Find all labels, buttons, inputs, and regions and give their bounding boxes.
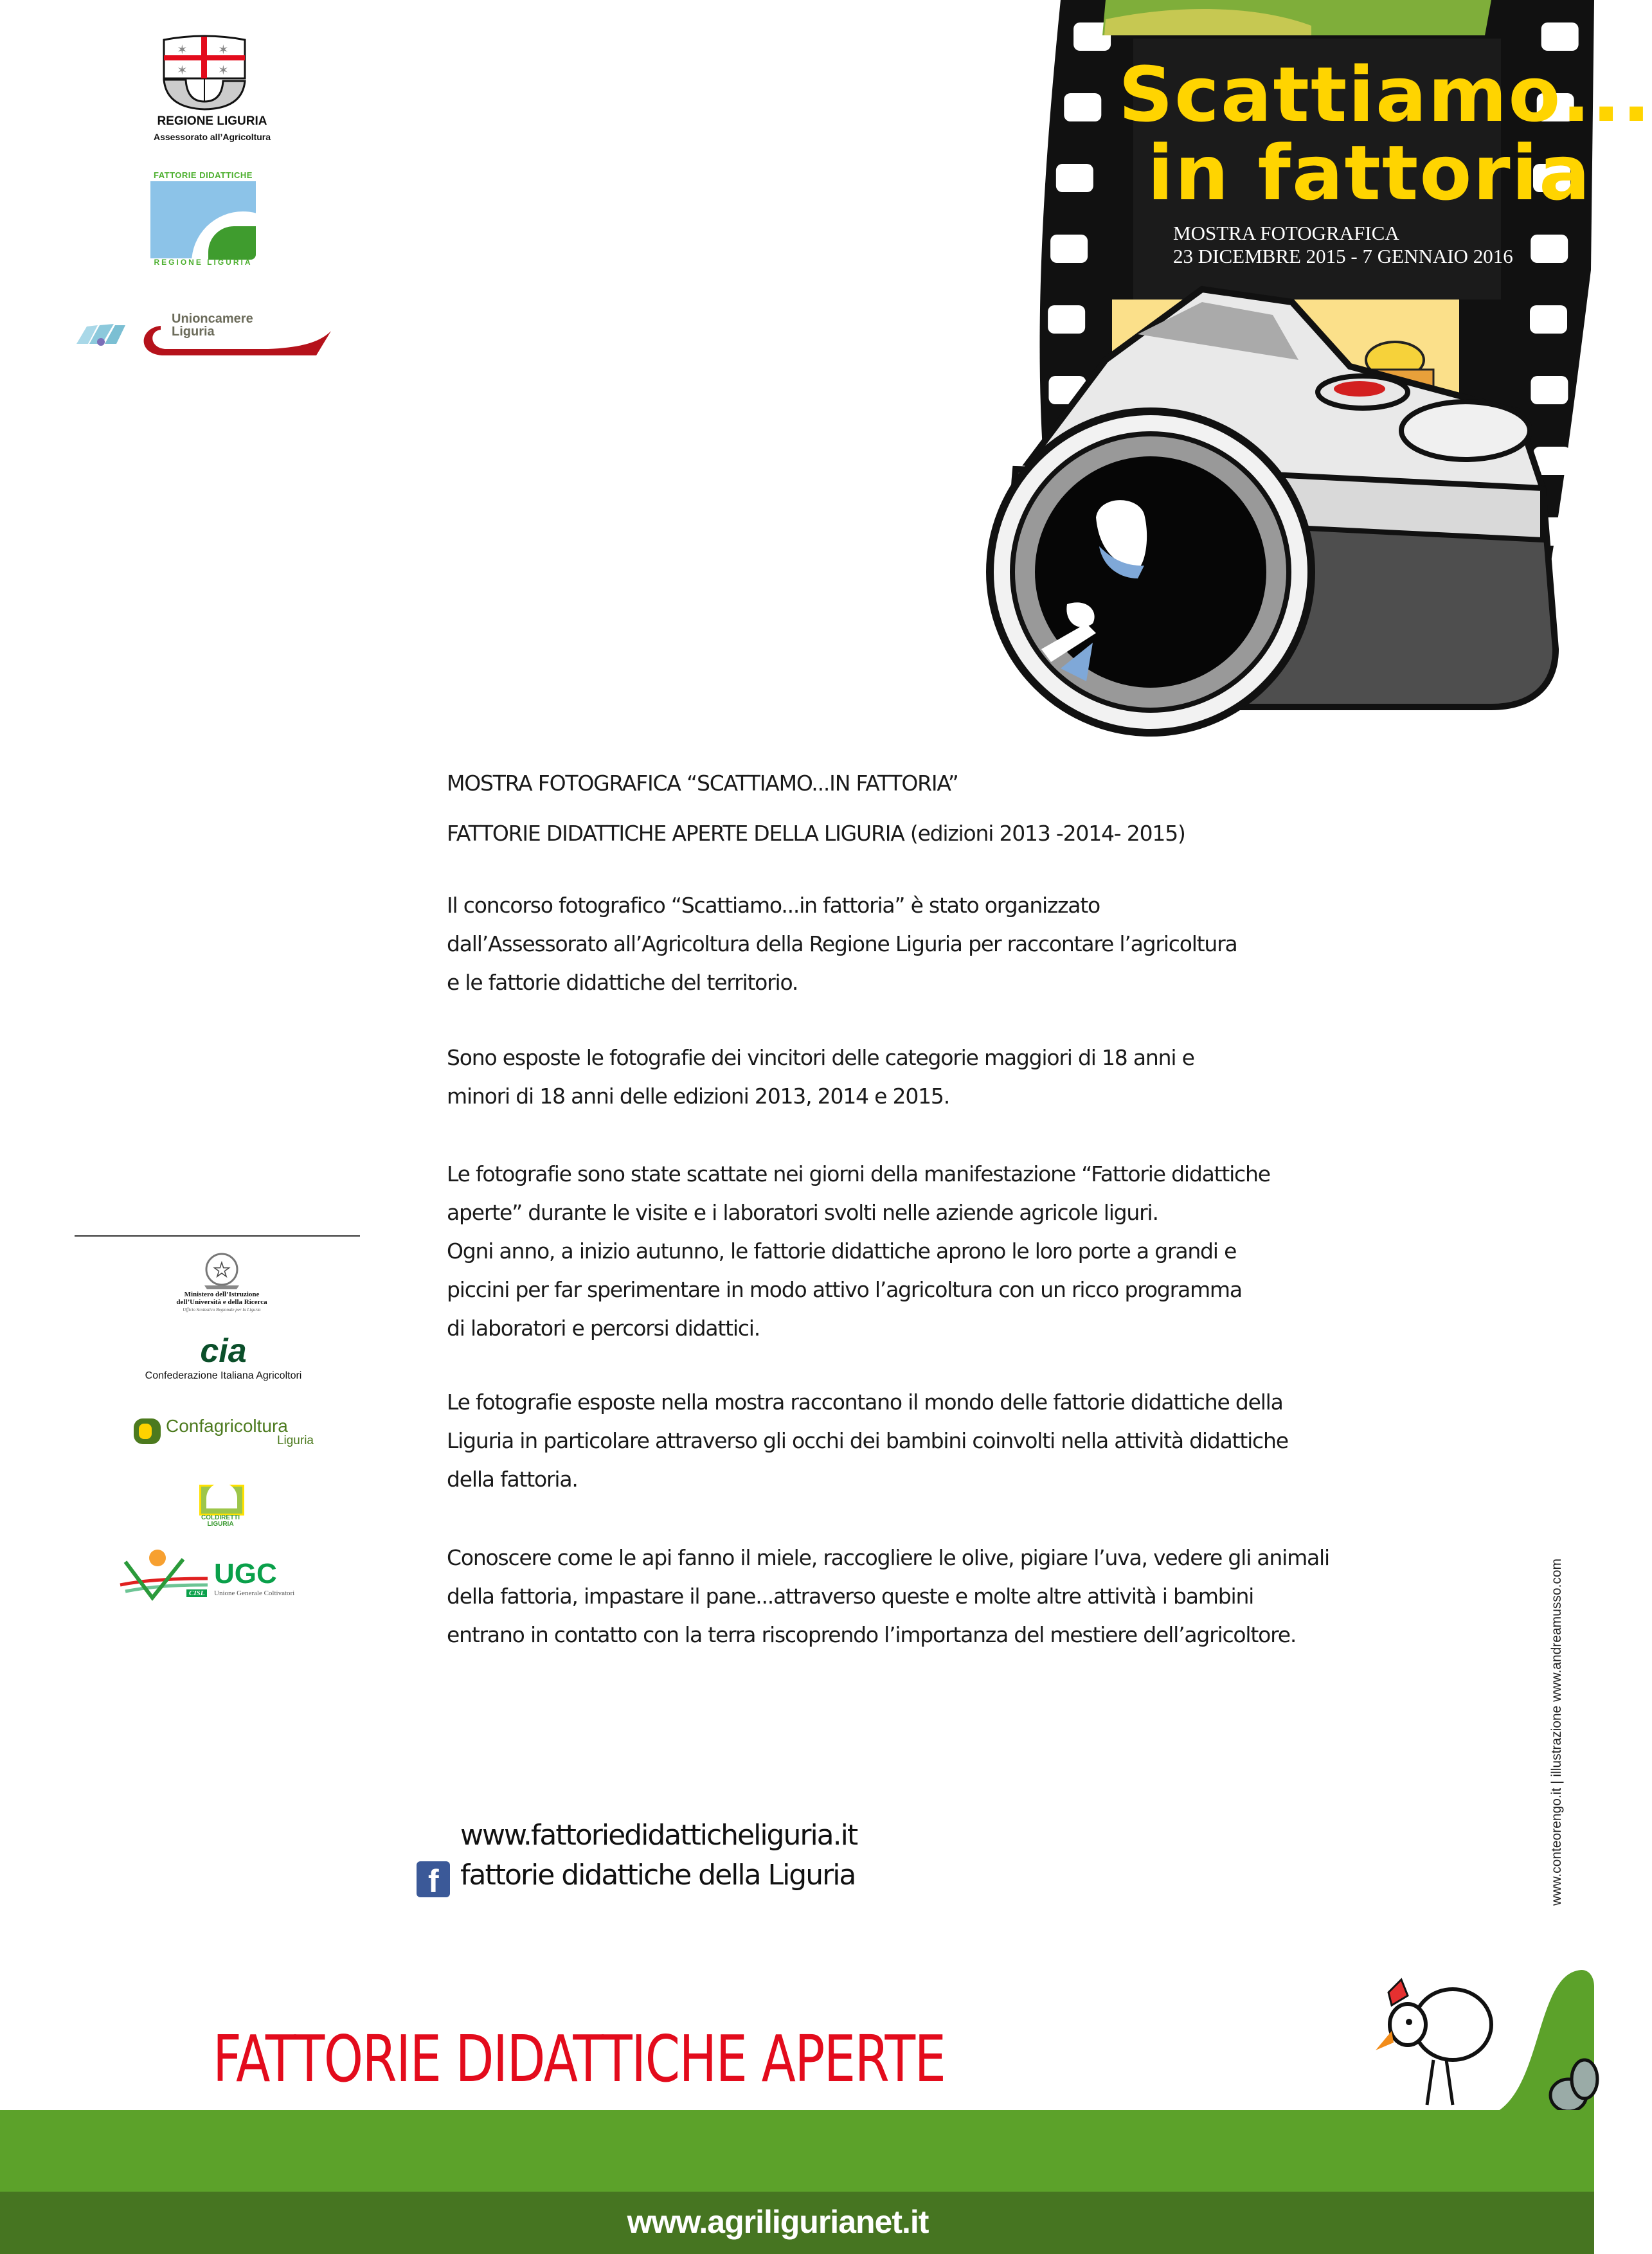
- green-band: [0, 2110, 1594, 2192]
- text-line: Le fotografie esposte nella mostra raccontano il mondo delle fattorie didattiche della: [447, 1390, 1283, 1415]
- logo-confagricoltura: [134, 1417, 314, 1449]
- logo-ministero-istruzione: [129, 1252, 315, 1316]
- ministero-line1: Ministero dell’Istruzione: [184, 1291, 260, 1298]
- website-link[interactable]: www.fattoriedidatticheliguria.it: [460, 1819, 857, 1852]
- ministero-line3: Ufficio Scolastico Regionale per la Liguria: [183, 1307, 261, 1312]
- credits: www.conteorengo.it | illustrazione www.andreamusso.com: [1549, 1558, 1564, 1906]
- coldiretti-line1: COLDIRETTI: [201, 1514, 240, 1521]
- text-line: Le fotografie sono state scattate nei giorni della manifestazione “Fattorie didattiche: [447, 1161, 1270, 1186]
- sprocket-hole: [1064, 93, 1101, 121]
- svg-text:★: ★: [213, 1259, 231, 1282]
- svg-text:✶: ✶: [177, 62, 188, 78]
- poster-subtitle-line1: MOSTRA FOTOGRAFICA: [1173, 222, 1399, 244]
- ministero-line2: dell’Università e della Ricerca: [176, 1298, 267, 1306]
- ugc-mark: UGC: [214, 1558, 277, 1589]
- text-line: minori di 18 anni delle edizioni 2013, 2014 e 2015.: [447, 1084, 949, 1109]
- paragraph-4: [447, 1383, 1288, 1499]
- paragraph-3: [447, 1155, 1270, 1348]
- heading-line: MOSTRA FOTOGRAFICA “SCATTIAMO...IN FATTORIA”: [447, 771, 958, 796]
- text-line: Conoscere come le api fanno il miele, raccogliere le olive, pigiare l’uva, vedere gli animali: [447, 1545, 1329, 1570]
- text-line: piccini per far sperimentare in modo attivo l’agricoltura con un ricco programma: [447, 1277, 1242, 1302]
- confagricoltura-mark-icon: [134, 1418, 161, 1444]
- sprocket-hole: [1541, 22, 1579, 51]
- sprocket-hole: [1531, 376, 1568, 404]
- facebook-icon[interactable]: f: [417, 1861, 450, 1897]
- poster-illustration: [990, 0, 1652, 713]
- sprocket-hole: [1531, 235, 1568, 263]
- logo-regione-liguria: [129, 32, 296, 186]
- text-line: della fattoria.: [447, 1467, 578, 1492]
- unioncamere-mark-icon: [75, 321, 127, 347]
- poster-title-line2: in fattoria: [1147, 129, 1592, 217]
- svg-text:✶: ✶: [218, 42, 229, 57]
- paragraph-1: [447, 886, 1237, 1002]
- text-line: dall’Assessorato all’Agricoltura della Regione Liguria per raccontare l’agricoltura: [447, 931, 1237, 956]
- text-line: di laboratori e percorsi didattici.: [447, 1316, 760, 1341]
- dial: [1401, 402, 1530, 460]
- fattorie-logo-top-text: FATTORIE DIDATTICHE: [154, 170, 253, 180]
- italian-emblem-icon: [198, 1252, 246, 1291]
- heading-line: FATTORIE DIDATTICHE APERTE DELLA LIGURIA (edizioni 2013 -2014- 2015): [447, 821, 1185, 846]
- regione-liguria-name: REGIONE LIGURIA: [157, 114, 267, 128]
- divider: [75, 1235, 360, 1237]
- text-line: della fattoria, impastare il pane...attraverso queste e molte altre attività i bambini: [447, 1584, 1254, 1609]
- regione-liguria-shield-icon: [163, 35, 246, 111]
- ugc-cisl: CISL: [186, 1589, 207, 1597]
- logo-ugc-cisl: [119, 1549, 312, 1600]
- text-line: Sono esposte le fotografie dei vincitori delle categorie maggiori di 18 anni e: [447, 1045, 1194, 1070]
- cia-mark: cia: [200, 1332, 247, 1370]
- banner-title: [213, 2021, 1042, 2097]
- sprocket-hole: [1056, 164, 1093, 192]
- text-line: Liguria in particolare attraverso gli occhi dei bambini coinvolti nella attività didattiche: [447, 1428, 1288, 1453]
- lens-glass: [1035, 456, 1266, 688]
- regione-liguria-subtitle: Assessorato all’Agricoltura: [153, 132, 271, 142]
- footer-bar: [0, 2192, 1594, 2254]
- text-line: aperte” durante le visite e i laboratori svolti nelle aziende agricole liguri.: [447, 1200, 1158, 1225]
- svg-text:✶: ✶: [218, 62, 229, 78]
- text-line: entrano in contatto con la terra riscoprendo l’importanza del mestiere dell’agricoltore.: [447, 1622, 1297, 1647]
- facebook-page-link[interactable]: fattorie didattiche della Liguria: [460, 1859, 856, 1892]
- text-line: e le fattorie didattiche del territorio.: [447, 970, 798, 995]
- sprocket-hole: [1050, 235, 1088, 263]
- chicken-illustration: [1318, 1967, 1594, 2115]
- unioncamere-name: Unioncamere: [172, 312, 253, 326]
- logo-coldiretti: [196, 1478, 247, 1530]
- ugc-name: Unione Generale Coltivatori: [214, 1589, 295, 1597]
- unioncamere-region: Liguria: [172, 325, 215, 339]
- confagricoltura-region: Liguria: [276, 1434, 314, 1447]
- confagricoltura-name: Confagricoltura: [166, 1416, 288, 1436]
- unioncamere-swoosh: [139, 325, 332, 357]
- poster-title-line1: Scattiamo...: [1118, 50, 1652, 139]
- sprocket-hole: [1530, 305, 1567, 334]
- coldiretti-line2: LIGURIA: [207, 1521, 234, 1528]
- logo-cia: [122, 1332, 325, 1388]
- svg-text:✶: ✶: [177, 42, 188, 57]
- cia-name: Confederazione Italiana Agricoltori: [145, 1370, 302, 1381]
- logo-fattorie-didattiche: [150, 170, 256, 268]
- coldiretti-mark-icon: [199, 1485, 244, 1516]
- text-line: Ogni anno, a inizio autunno, le fattorie didattiche aprono le loro porte a grandi e: [447, 1239, 1237, 1264]
- agriligurianet-link[interactable]: www.agriligurianet.it: [627, 2204, 929, 2240]
- logo-unioncamere-liguria: [75, 312, 332, 360]
- paragraph-2: [447, 1039, 1194, 1116]
- banner-title-text: FATTORIE DIDATTICHE APERTE: [213, 2021, 946, 2097]
- main-heading: [447, 758, 1185, 859]
- poster-subtitle-line2: 23 DICEMBRE 2015 - 7 GENNAIO 2016: [1173, 245, 1513, 267]
- text-line: Il concorso fotografico “Scattiamo...in fattoria” è stato organizzato: [447, 893, 1100, 918]
- sprocket-hole: [1048, 305, 1085, 334]
- fattorie-logo-bottom-text: REGIONE LIGURIA: [154, 258, 253, 267]
- paragraph-5: [447, 1539, 1329, 1654]
